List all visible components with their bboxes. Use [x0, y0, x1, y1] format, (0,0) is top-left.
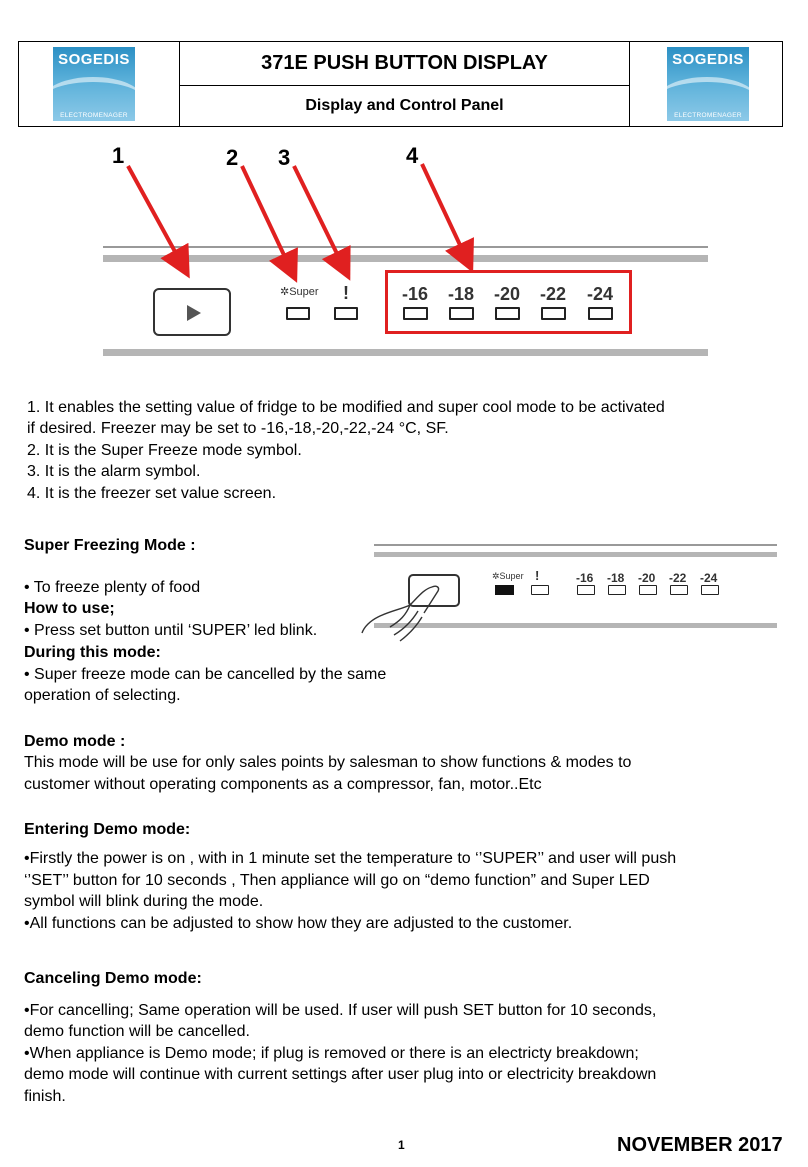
temp-led	[577, 585, 595, 595]
temp-label: -20	[494, 284, 521, 304]
logo-subtext: ELECTROMENAGER	[60, 112, 128, 119]
arrow-3	[294, 166, 345, 270]
callout-4: 4	[406, 143, 419, 168]
super-freezing-text: • Press set button until ‘SUPER’ led blink.	[24, 622, 318, 639]
arrow-4	[422, 164, 468, 262]
callout-arrows	[0, 0, 808, 380]
logo-text: SOGEDIS	[58, 51, 130, 68]
legend-line: 3. It is the alarm symbol.	[27, 463, 201, 480]
temp-label: -20	[638, 571, 656, 585]
how-to-use-heading: How to use;	[24, 600, 115, 617]
canceling-demo-text: demo function will be cancelled.	[24, 1023, 250, 1040]
entering-demo-text: symbol will blink during the mode.	[24, 893, 264, 910]
super-led-lit	[495, 585, 514, 595]
legend-line: 4. It is the freezer set value screen.	[27, 485, 277, 502]
entering-demo-text: •All functions can be adjusted to show how they are adjusted to the customer.	[24, 915, 573, 932]
canceling-demo-heading: Canceling Demo mode:	[24, 970, 202, 987]
entering-demo-heading: Entering Demo mode:	[24, 821, 191, 838]
temp-label: -16	[402, 284, 429, 304]
temp-label: -24	[587, 284, 614, 304]
temp-led	[701, 585, 719, 595]
temp-led	[608, 585, 626, 595]
demo-heading: Demo mode :	[24, 733, 126, 750]
entering-demo-text: •Firstly the power is on , with in 1 minute set the temperature to ‘’SUPER’’ and user will push	[24, 850, 677, 867]
super-label: ✲Super	[492, 571, 524, 581]
footer-date: NOVEMBER 2017	[617, 1134, 783, 1156]
demo-text: customer without operating components as a compressor, fan, motor..Etc	[24, 776, 542, 793]
alarm-led	[531, 585, 549, 595]
temp-label: -22	[540, 284, 567, 304]
super-freezing-text: • Super freeze mode can be cancelled by the same	[24, 666, 387, 683]
callout-1: 1	[112, 143, 125, 168]
document-subtitle: Display and Control Panel	[305, 97, 504, 114]
canceling-demo-text: •For cancelling; Same operation will be used. If user will push SET button for 10 seconds,	[24, 1002, 657, 1019]
super-freezing-heading: Super Freezing Mode :	[24, 537, 196, 554]
snowflake-icon: ✲	[280, 286, 290, 298]
temp-label: -22	[669, 571, 687, 585]
pressing-hand-icon	[360, 575, 450, 650]
document-title: 371E PUSH BUTTON DISPLAY	[261, 52, 548, 74]
super-label: ✲Super	[280, 286, 319, 298]
alarm-symbol: !	[343, 283, 349, 303]
temp-led	[670, 585, 688, 595]
page-number: 1	[398, 1138, 405, 1152]
temp-label: -18	[448, 284, 475, 304]
arrow-2	[242, 166, 292, 272]
during-mode-heading: During this mode:	[24, 644, 161, 661]
legend-line: 1. It enables the setting value of fridge to be modified and super cool mode to be activated	[27, 399, 665, 416]
canceling-demo-text: finish.	[24, 1088, 66, 1105]
super-freezing-text: operation of selecting.	[24, 687, 181, 704]
temp-led	[639, 585, 657, 595]
logo-text: SOGEDIS	[672, 51, 744, 68]
legend-line: if desired. Freezer may be set to -16,-18,-20,-22,-24 °C, SF.	[27, 420, 449, 437]
entering-demo-text: ‘’SET’’ button for 10 seconds , Then appliance will go on “demo function” and Super LED	[24, 872, 650, 889]
snowflake-icon: ✲	[492, 571, 500, 581]
logo-subtext: ELECTROMENAGER	[674, 112, 742, 119]
callout-2: 2	[226, 145, 239, 170]
demo-text: This mode will be use for only sales points by salesman to show functions & modes to	[24, 754, 632, 771]
temp-label: -18	[607, 571, 625, 585]
callout-3: 3	[278, 145, 291, 170]
canceling-demo-text: •When appliance is Demo mode; if plug is removed or there is an electricty breakdown;	[24, 1045, 639, 1062]
legend-line: 2. It is the Super Freeze mode symbol.	[27, 442, 302, 459]
temp-label: -16	[576, 571, 594, 585]
super-freezing-text: • To freeze plenty of food	[24, 579, 201, 596]
alarm-symbol: !	[535, 568, 540, 583]
arrow-1	[128, 166, 184, 268]
canceling-demo-text: demo mode will continue with current settings after user plug into or electricity breakdown	[24, 1066, 657, 1083]
temp-label: -24	[700, 571, 718, 585]
